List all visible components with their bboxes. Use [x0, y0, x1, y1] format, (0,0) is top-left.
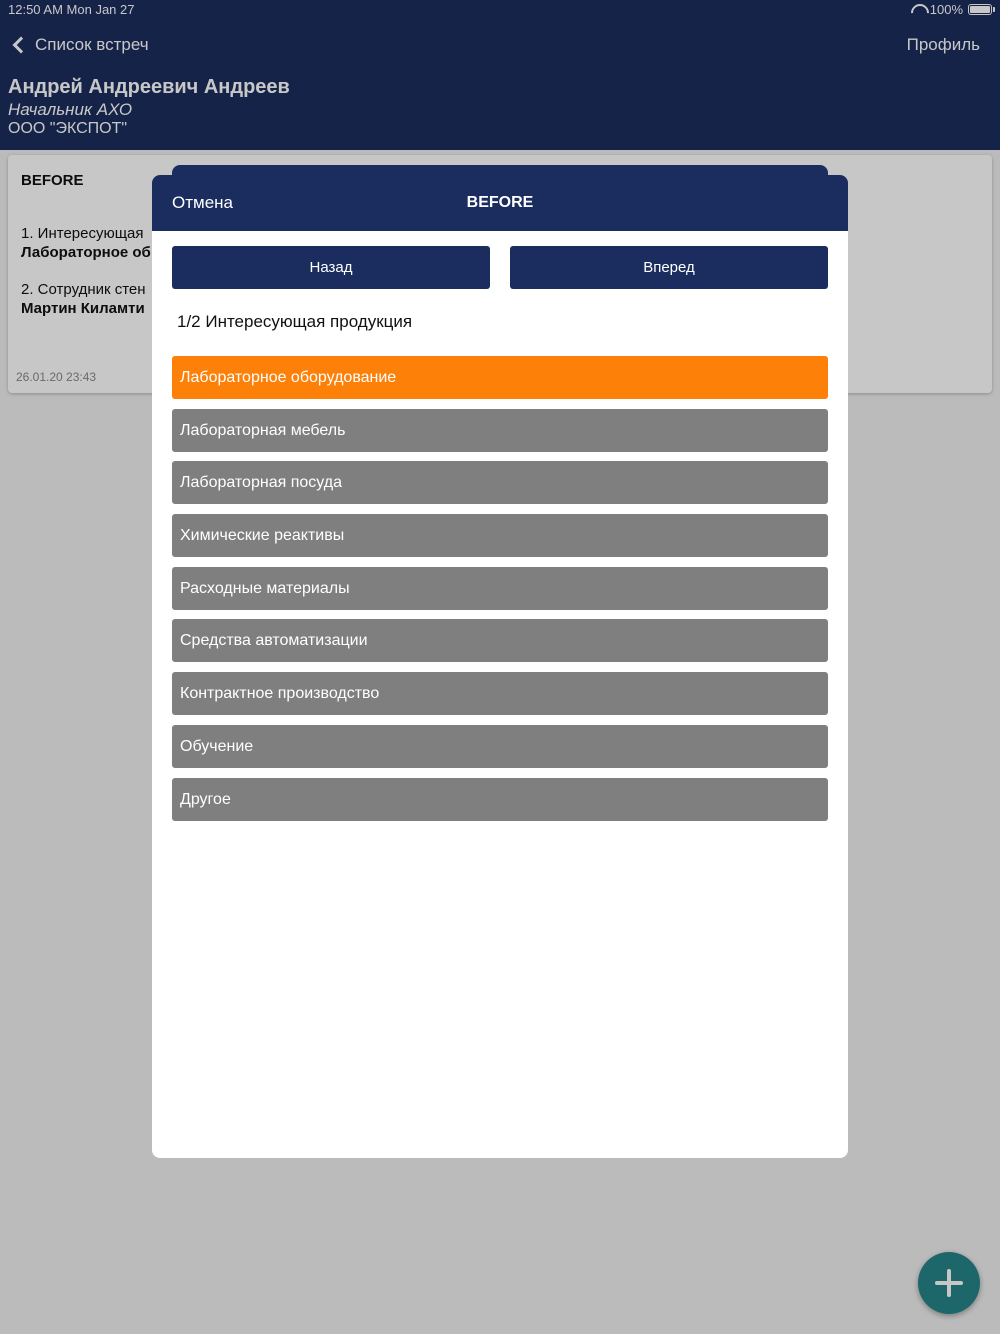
next-button[interactable]: Вперед: [510, 246, 828, 289]
card-title: BEFORE: [21, 172, 84, 189]
back-button-label: Список встреч: [35, 35, 149, 54]
options-list: [172, 356, 828, 830]
contact-company: ООО "ЭКСПОТ": [8, 120, 128, 137]
modal-title: BEFORE: [466, 194, 534, 211]
option-consumables[interactable]: Расходные материалы: [172, 567, 828, 610]
contact-role: Начальник АХО: [8, 100, 133, 119]
card-date: 26.01.20 23:43: [16, 370, 97, 384]
option-automation[interactable]: Средства автоматизации: [172, 619, 828, 662]
card-answer-2: Мартин Киламти: [21, 300, 145, 317]
cancel-button[interactable]: Отмена: [172, 193, 233, 212]
option-contract-manufacturing[interactable]: Контрактное производство: [172, 672, 828, 715]
card-question-1: 1. Интересующая: [21, 225, 144, 242]
modal-header: [152, 175, 848, 231]
option-lab-glassware[interactable]: Лабораторная посуда: [172, 461, 828, 504]
option-lab-equipment[interactable]: Лабораторное оборудование: [172, 356, 828, 399]
previous-button[interactable]: Назад: [172, 246, 490, 289]
card-question-2: 2. Сотрудник стен: [21, 281, 146, 298]
profile-button[interactable]: Профиль: [906, 35, 980, 54]
option-other[interactable]: Другое: [172, 778, 828, 821]
option-training[interactable]: Обучение: [172, 725, 828, 768]
question-title: 1/2 Интересующая продукция: [177, 312, 413, 331]
option-chemicals[interactable]: Химические реактивы: [172, 514, 828, 557]
card-answer-1: Лабораторное об: [21, 244, 151, 261]
option-lab-furniture[interactable]: Лабораторная мебель: [172, 409, 828, 452]
survey-modal: [152, 175, 848, 1158]
contact-name: Андрей Андреевич Андреев: [8, 76, 290, 98]
battery-percent: 100%: [929, 2, 963, 17]
status-time: 12:50 AM Mon Jan 27: [8, 2, 135, 17]
